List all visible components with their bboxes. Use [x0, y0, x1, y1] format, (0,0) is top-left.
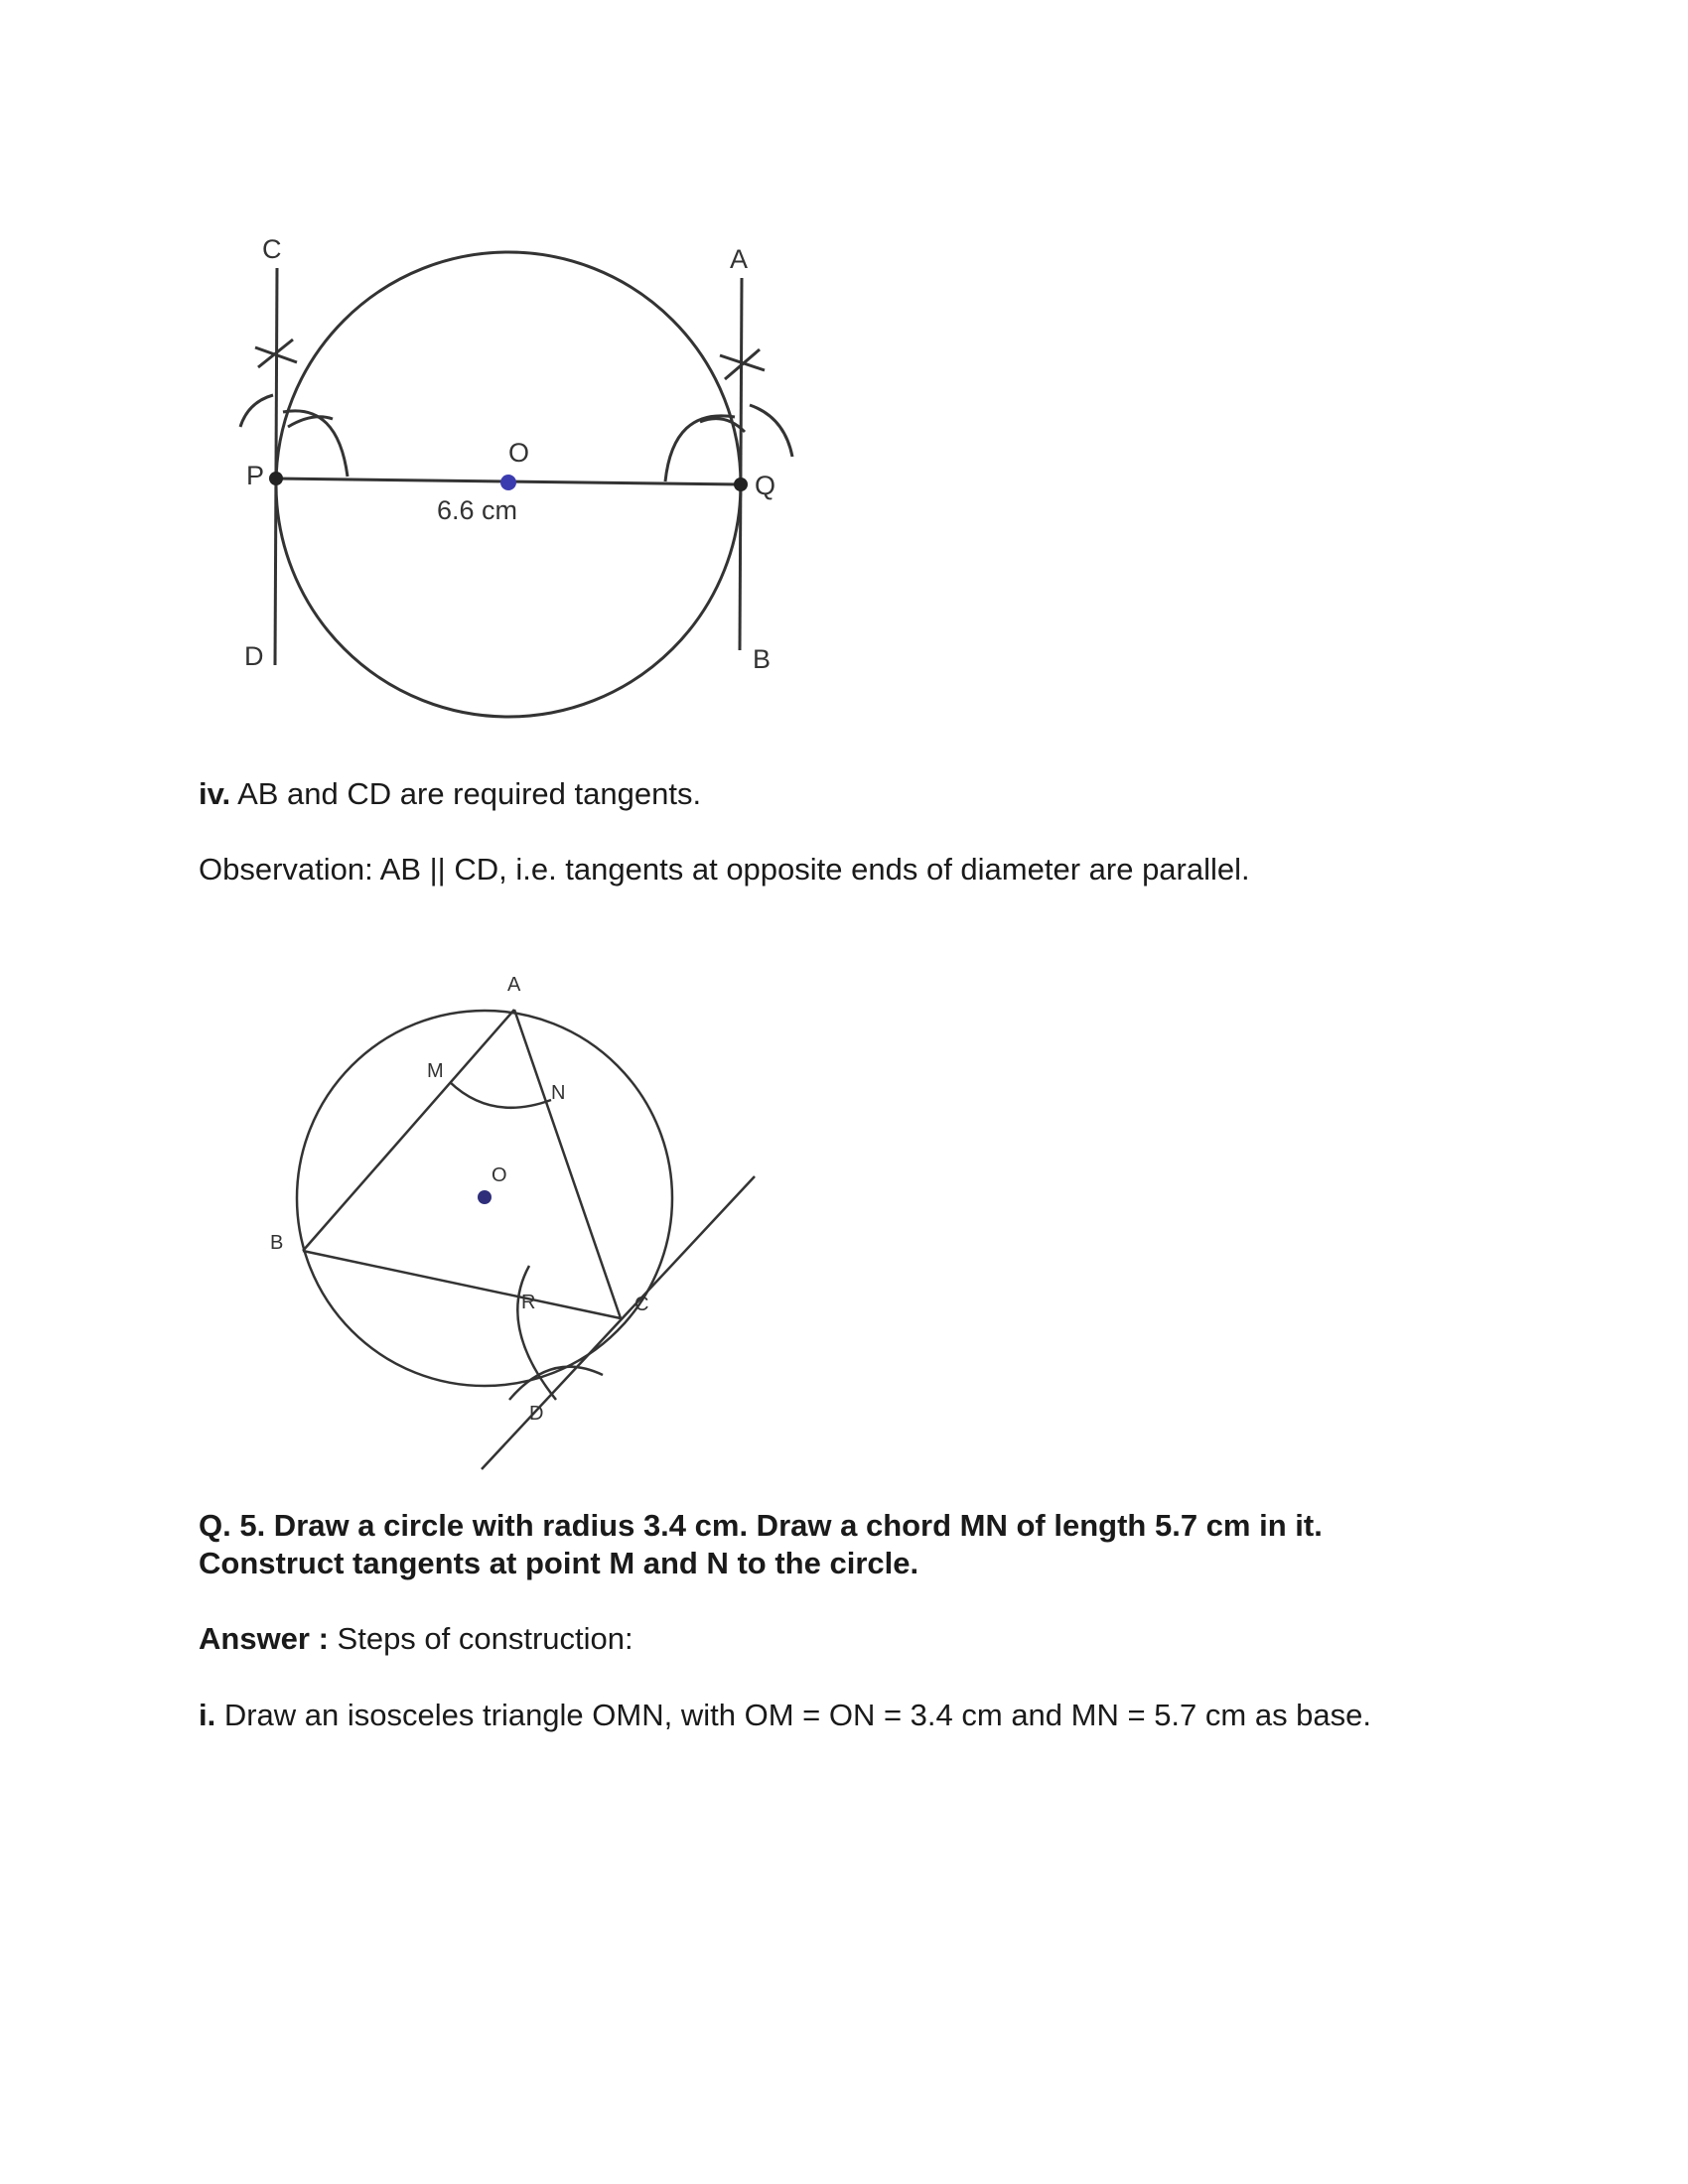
label-b: B [753, 644, 772, 674]
tangent-ab [740, 278, 742, 650]
arc-p-right [283, 411, 348, 477]
arc-p-left [240, 395, 273, 427]
label-q: Q [755, 471, 776, 500]
tangent-line [482, 1176, 755, 1469]
point-q [734, 478, 748, 491]
step-i-marker: i. [199, 1698, 216, 1732]
arc-q-right [750, 405, 792, 457]
question-5 [199, 1507, 1509, 1582]
center-o [500, 475, 516, 490]
step-i [199, 1697, 1509, 1734]
tangent-diameter-figure [199, 228, 834, 745]
label-a: A [730, 244, 749, 274]
label-o: O [508, 438, 530, 468]
label-c: C [634, 1294, 649, 1315]
center-o [478, 1190, 492, 1204]
answer [199, 1620, 1509, 1658]
step-iv-marker: iv. [199, 776, 231, 811]
label-a: A [507, 974, 521, 996]
tangent-cd [275, 268, 277, 665]
question-line-1: Q. 5. Draw a circle with radius 3.4 cm. Draw a chord MN of length 5.7 cm in it. [199, 1508, 1323, 1543]
label-p: P [246, 461, 265, 490]
label-b: B [270, 1232, 284, 1254]
step-i-text: Draw an isosceles triangle OMN, with OM = ON = 3.4 cm and MN = 5.7 cm as base. [215, 1698, 1372, 1732]
arc-mn [450, 1082, 551, 1108]
observation: Observation: AB || CD, i.e. tangents at opposite ends of diameter are parallel. [199, 852, 1250, 887]
label-o: O [492, 1164, 507, 1186]
side-ac [514, 1010, 621, 1318]
figure1-svg [199, 228, 834, 745]
label-r: R [521, 1292, 536, 1313]
label-c: C [262, 234, 282, 264]
arc-q-top [700, 419, 745, 432]
point-p [269, 472, 283, 485]
measure-label: 6.6 cm [437, 495, 518, 525]
answer-marker: Answer : [199, 1621, 329, 1656]
arc-q-left [665, 416, 735, 481]
answer-text: Steps of construction: [328, 1621, 633, 1656]
figure2-svg [253, 953, 770, 1489]
side-bc [303, 1251, 621, 1318]
label-d: D [244, 641, 264, 671]
step-iv-text: AB and CD are required tangents. [230, 776, 702, 811]
label-n: N [551, 1082, 566, 1104]
label-m: M [427, 1060, 444, 1082]
question-line-2: Construct tangents at point M and N to the circle. [199, 1546, 919, 1580]
label-d: D [529, 1403, 544, 1425]
side-ab [303, 1010, 514, 1251]
alternate-segment-figure [253, 953, 770, 1489]
step-iv [199, 775, 1509, 813]
